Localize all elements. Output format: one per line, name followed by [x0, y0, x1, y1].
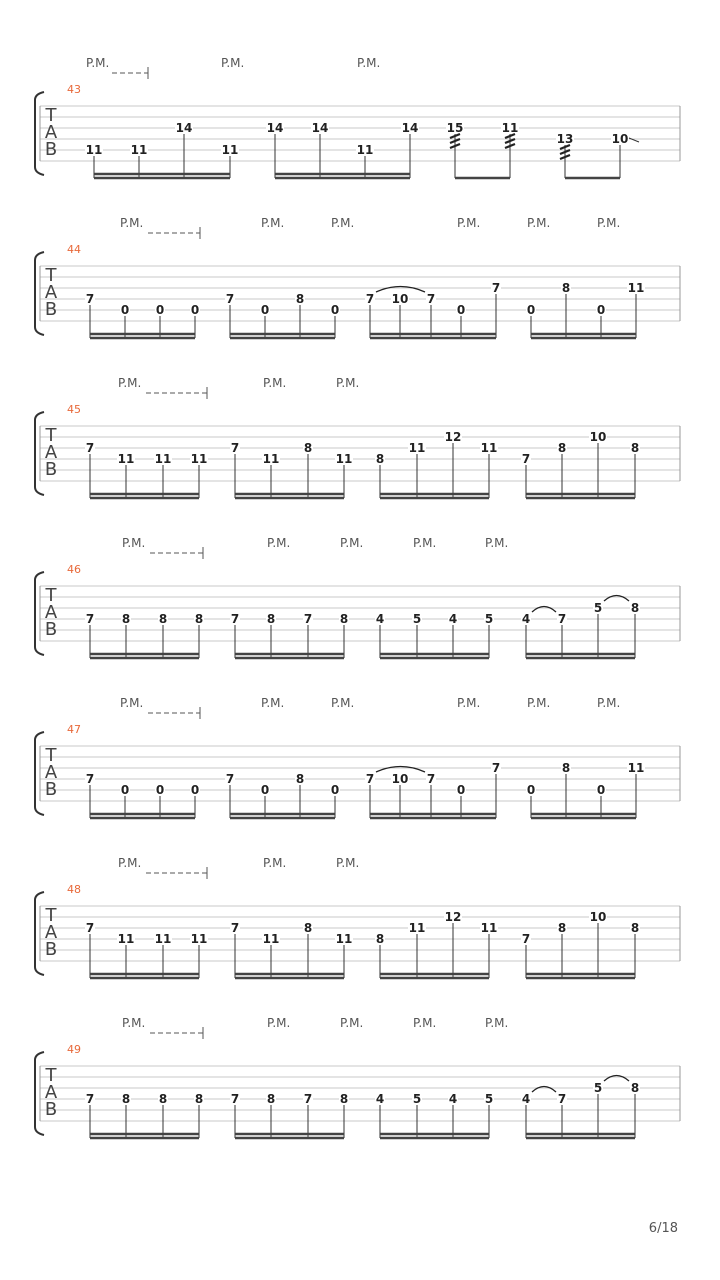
- palm-mute-label: P.M.: [597, 216, 621, 230]
- fret-number: 8: [630, 921, 640, 935]
- fret-number: 8: [375, 932, 385, 946]
- fret-number: 4: [521, 612, 531, 626]
- fret-number: 0: [456, 303, 466, 317]
- fret-number: 8: [158, 612, 168, 626]
- fret-number: 11: [408, 921, 426, 935]
- tie-arc: [604, 596, 629, 602]
- fret-number: 0: [596, 783, 606, 797]
- measure-number: 43: [67, 83, 81, 96]
- palm-mute-label: P.M.: [527, 696, 551, 710]
- fret-number: 7: [230, 441, 240, 455]
- palm-mute-label: P.M.: [413, 536, 437, 550]
- fret-number: 7: [557, 612, 567, 626]
- palm-mute-label: P.M.: [485, 1016, 509, 1030]
- tab-clef-letter: B: [44, 619, 58, 640]
- fret-number: 11: [480, 441, 498, 455]
- fret-number: 0: [260, 783, 270, 797]
- measure-number: 45: [67, 403, 81, 416]
- tab-clef-letter: A: [44, 762, 58, 783]
- fret-number: 0: [456, 783, 466, 797]
- tie-arc: [532, 607, 556, 613]
- fret-number: 7: [491, 761, 501, 775]
- fret-number: 7: [365, 772, 375, 786]
- palm-mute-label: P.M.: [331, 696, 355, 710]
- fret-number: 12: [444, 910, 462, 924]
- tab-clef-letter: T: [45, 1065, 57, 1086]
- fret-number: 5: [484, 612, 494, 626]
- fret-number: 7: [365, 292, 375, 306]
- palm-mute-label: P.M.: [263, 856, 287, 870]
- fret-number: 0: [155, 303, 165, 317]
- fret-number: 12: [444, 430, 462, 444]
- fret-number: 7: [521, 452, 531, 466]
- tie-arc: [532, 1087, 556, 1093]
- fret-number: 8: [557, 441, 567, 455]
- tab-clef-letter: T: [45, 105, 57, 126]
- fret-number: 11: [221, 143, 239, 157]
- palm-mute-label: P.M.: [122, 1016, 146, 1030]
- fret-number: 7: [85, 772, 95, 786]
- tie-arc: [604, 1076, 629, 1082]
- fret-number: 7: [225, 772, 235, 786]
- fret-number: 14: [175, 121, 193, 135]
- fret-number: 11: [335, 452, 353, 466]
- fret-number: 10: [611, 132, 629, 146]
- fret-number: 10: [589, 430, 607, 444]
- fret-number: 5: [412, 612, 422, 626]
- tab-clef-letter: A: [44, 922, 58, 943]
- measure-number: 47: [67, 723, 81, 736]
- fret-number: 14: [311, 121, 329, 135]
- fret-number: 11: [262, 932, 280, 946]
- fret-number: 7: [230, 921, 240, 935]
- fret-number: 11: [190, 932, 208, 946]
- palm-mute-label: P.M.: [118, 856, 142, 870]
- fret-number: 8: [194, 1092, 204, 1106]
- fret-number: 8: [303, 441, 313, 455]
- tab-clef-letter: B: [44, 779, 58, 800]
- fret-number: 0: [190, 783, 200, 797]
- page-number: 6/18: [648, 1221, 678, 1236]
- fret-number: 7: [85, 292, 95, 306]
- fret-number: 4: [521, 1092, 531, 1106]
- tab-clef-letter: B: [44, 299, 58, 320]
- fret-number: 0: [596, 303, 606, 317]
- fret-number: 0: [330, 783, 340, 797]
- palm-mute-label: P.M.: [340, 1016, 364, 1030]
- palm-mute-label: P.M.: [597, 696, 621, 710]
- fret-number: 8: [630, 1081, 640, 1095]
- tab-clef-letter: A: [44, 122, 58, 143]
- tab-clef-letter: B: [44, 459, 58, 480]
- fret-number: 7: [230, 612, 240, 626]
- palm-mute-label: P.M.: [267, 1016, 291, 1030]
- fret-number: 11: [627, 761, 645, 775]
- fret-number: 11: [480, 921, 498, 935]
- fret-number: 8: [121, 612, 131, 626]
- palm-mute-label: P.M.: [340, 536, 364, 550]
- fret-number: 0: [120, 303, 130, 317]
- palm-mute-label: P.M.: [86, 56, 110, 70]
- tab-clef-letter: B: [44, 939, 58, 960]
- fret-number: 8: [266, 1092, 276, 1106]
- fret-number: 8: [630, 601, 640, 615]
- fret-number: 7: [491, 281, 501, 295]
- fret-number: 8: [303, 921, 313, 935]
- palm-mute-label: P.M.: [267, 536, 291, 550]
- fret-number: 4: [448, 612, 458, 626]
- fret-number: 0: [120, 783, 130, 797]
- fret-number: 8: [561, 281, 571, 295]
- tab-clef-letter: A: [44, 282, 58, 303]
- fret-number: 8: [266, 612, 276, 626]
- fret-number: 0: [190, 303, 200, 317]
- fret-number: 11: [501, 121, 519, 135]
- fret-number: 8: [158, 1092, 168, 1106]
- palm-mute-label: P.M.: [120, 216, 144, 230]
- fret-number: 5: [412, 1092, 422, 1106]
- tab-clef-letter: B: [44, 139, 58, 160]
- palm-mute-label: P.M.: [527, 216, 551, 230]
- fret-number: 7: [85, 441, 95, 455]
- tab-clef-letter: A: [44, 602, 58, 623]
- palm-mute-label: P.M.: [122, 536, 146, 550]
- tab-clef-letter: T: [45, 745, 57, 766]
- palm-mute-label: P.M.: [261, 216, 285, 230]
- tab-clef-letter: T: [45, 265, 57, 286]
- palm-mute-label: P.M.: [413, 1016, 437, 1030]
- fret-number: 4: [448, 1092, 458, 1106]
- fret-number: 0: [155, 783, 165, 797]
- fret-number: 0: [526, 783, 536, 797]
- fret-number: 7: [557, 1092, 567, 1106]
- palm-mute-label: P.M.: [457, 696, 481, 710]
- measure-number: 46: [67, 563, 81, 576]
- fret-number: 11: [117, 932, 135, 946]
- fret-number: 11: [130, 143, 148, 157]
- fret-number: 8: [339, 612, 349, 626]
- fret-number: 11: [262, 452, 280, 466]
- fret-number: 7: [85, 921, 95, 935]
- fret-number: 8: [557, 921, 567, 935]
- fret-number: 8: [121, 1092, 131, 1106]
- fret-number: 11: [190, 452, 208, 466]
- fret-number: 7: [225, 292, 235, 306]
- palm-mute-label: P.M.: [485, 536, 509, 550]
- tab-clef-letter: T: [45, 425, 57, 446]
- tab-clef-letter: T: [45, 585, 57, 606]
- fret-number: 7: [303, 1092, 313, 1106]
- tab-clef-letter: A: [44, 442, 58, 463]
- fret-number: 0: [526, 303, 536, 317]
- fret-number: 11: [356, 143, 374, 157]
- palm-mute-label: P.M.: [331, 216, 355, 230]
- fret-number: 8: [295, 772, 305, 786]
- fret-number: 7: [85, 1092, 95, 1106]
- fret-number: 0: [330, 303, 340, 317]
- fret-number: 15: [446, 121, 464, 135]
- fret-number: 14: [401, 121, 419, 135]
- fret-number: 4: [375, 612, 385, 626]
- fret-number: 7: [426, 772, 436, 786]
- fret-number: 13: [556, 132, 574, 146]
- fret-number: 11: [117, 452, 135, 466]
- tab-clef-letter: T: [45, 905, 57, 926]
- fret-number: 7: [521, 932, 531, 946]
- fret-number: 11: [85, 143, 103, 157]
- fret-number: 8: [630, 441, 640, 455]
- fret-number: 7: [303, 612, 313, 626]
- fret-number: 8: [295, 292, 305, 306]
- palm-mute-label: P.M.: [336, 376, 360, 390]
- fret-number: 8: [561, 761, 571, 775]
- fret-number: 5: [484, 1092, 494, 1106]
- palm-mute-label: P.M.: [221, 56, 245, 70]
- tab-clef-letter: A: [44, 1082, 58, 1103]
- fret-number: 14: [266, 121, 284, 135]
- fret-number: 7: [426, 292, 436, 306]
- fret-number: 7: [85, 612, 95, 626]
- fret-number: 5: [593, 1081, 603, 1095]
- fret-number: 11: [335, 932, 353, 946]
- fret-number: 10: [589, 910, 607, 924]
- palm-mute-label: P.M.: [357, 56, 381, 70]
- measure-number: 48: [67, 883, 81, 896]
- fret-number: 8: [375, 452, 385, 466]
- palm-mute-label: P.M.: [261, 696, 285, 710]
- fret-number: 11: [627, 281, 645, 295]
- fret-number: 0: [260, 303, 270, 317]
- fret-number: 11: [154, 932, 172, 946]
- fret-number: 8: [339, 1092, 349, 1106]
- palm-mute-label: P.M.: [457, 216, 481, 230]
- measure-number: 49: [67, 1043, 81, 1056]
- palm-mute-label: P.M.: [336, 856, 360, 870]
- fret-number: 11: [154, 452, 172, 466]
- measure-number: 44: [67, 243, 81, 256]
- fret-number: 10: [391, 772, 409, 786]
- palm-mute-label: P.M.: [120, 696, 144, 710]
- fret-number: 5: [593, 601, 603, 615]
- palm-mute-label: P.M.: [118, 376, 142, 390]
- fret-number: 7: [230, 1092, 240, 1106]
- fret-number: 11: [408, 441, 426, 455]
- tab-clef-letter: B: [44, 1099, 58, 1120]
- fret-number: 4: [375, 1092, 385, 1106]
- palm-mute-label: P.M.: [263, 376, 287, 390]
- fret-number: 10: [391, 292, 409, 306]
- fret-number: 8: [194, 612, 204, 626]
